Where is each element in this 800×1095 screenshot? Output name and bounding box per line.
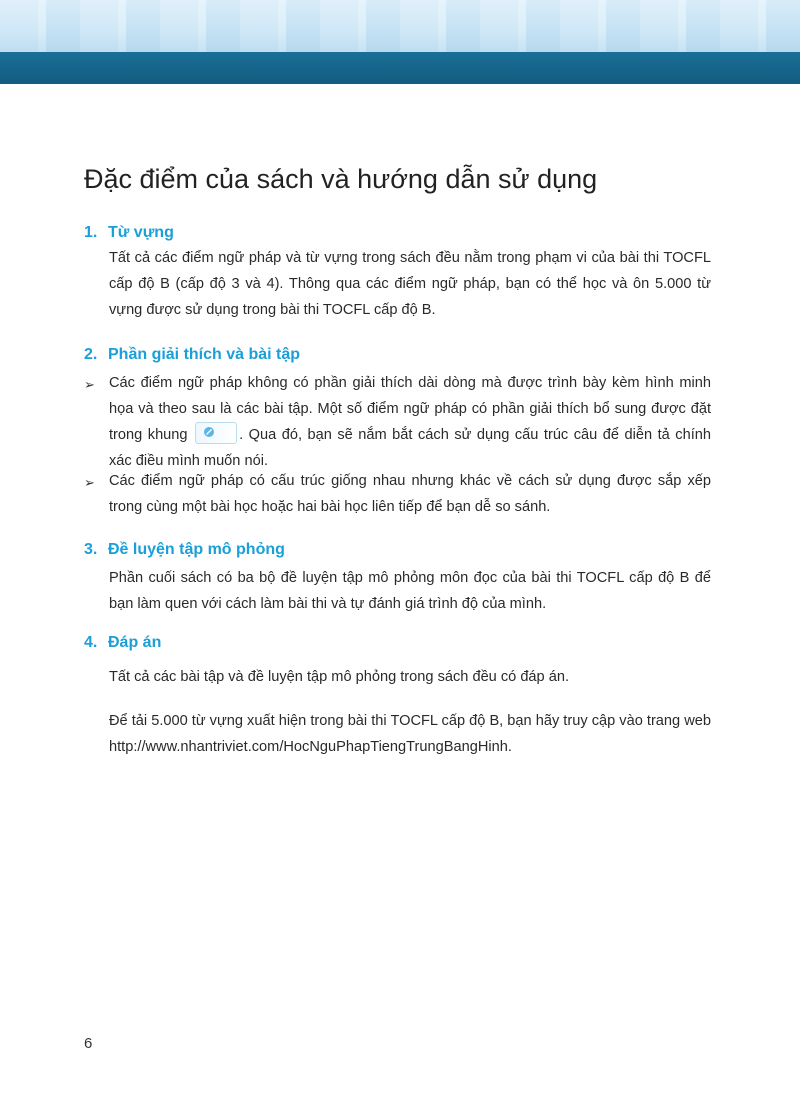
page-number: 6 — [84, 1035, 93, 1052]
section-title: Phần giải thích và bài tập — [108, 346, 301, 363]
section-paragraph: Phần cuối sách có ba bộ đề luyện tập mô phỏng môn đọc của bài thi TOCFL cấp độ B để bạn làm quen với cách làm bài thi và tự đánh giá trình độ của mình. — [109, 570, 711, 612]
bullet-arrow-icon: ➢ — [84, 377, 95, 392]
section-paragraph: Tất cả các điểm ngữ pháp và từ vựng trong sách đều nằm trong phạm vi của bài thi TOCFL cấp độ B (cấp độ 3 và 4). Thông qua các điểm ngữ pháp, bạn có thể học và ôn 5.000 từ vựng được sử dụng trong bài thi TOCFL cấp độ B. — [109, 250, 711, 318]
decorative-top-band — [0, 0, 800, 52]
section-title: Từ vựng — [108, 224, 174, 241]
page-title: Đặc điểm của sách và hướng dẫn sử dụng — [84, 164, 598, 194]
section-number: 1. — [84, 224, 98, 241]
section-title: Đáp án — [108, 634, 162, 651]
section-number: 3. — [84, 541, 98, 558]
section-title: Đề luyện tập mô phỏng — [108, 541, 285, 558]
section-number: 4. — [84, 634, 98, 651]
header-bar — [0, 52, 800, 84]
section-heading-vocabulary — [84, 224, 174, 242]
section-heading-answers — [84, 634, 161, 652]
section-number: 2. — [84, 346, 98, 363]
explanation-box-icon — [195, 422, 237, 444]
download-note: Để tải 5.000 từ vựng xuất hiện trong bài thi TOCFL cấp độ B, bạn hãy truy cập vào trang web http://www.nhantriviet.com/HocNguPhapTiengTrungBangHinh. — [109, 713, 711, 755]
bullet-text-after: . Qua đó, bạn sẽ nắm bắt cách sử dụng cấu trúc câu để diễn tả chính xác điều mình muốn nói. — [109, 427, 711, 469]
pencil-note-icon — [202, 425, 216, 439]
bullet-paragraph — [109, 370, 711, 474]
section-heading-explanation — [84, 346, 300, 364]
section-heading-practice-tests — [84, 541, 285, 559]
bullet-text-before: Các điểm ngữ pháp không có phần giải thích dài dòng mà được trình bày kèm hình minh họa và theo sau là các bài tập. Một số điểm ngữ pháp có phần giải thích bổ sung được đặt trong khung — [109, 375, 711, 443]
section-paragraph: Tất cả các bài tập và đề luyện tập mô phỏng trong sách đều có đáp án. — [109, 669, 570, 685]
bullet-arrow-icon: ➢ — [84, 475, 95, 490]
bullet-paragraph: Các điểm ngữ pháp có cấu trúc giống nhau nhưng khác về cách sử dụng được sắp xếp trong cùng một bài học hoặc hai bài học liên tiếp để bạn dễ so sánh. — [109, 473, 711, 515]
